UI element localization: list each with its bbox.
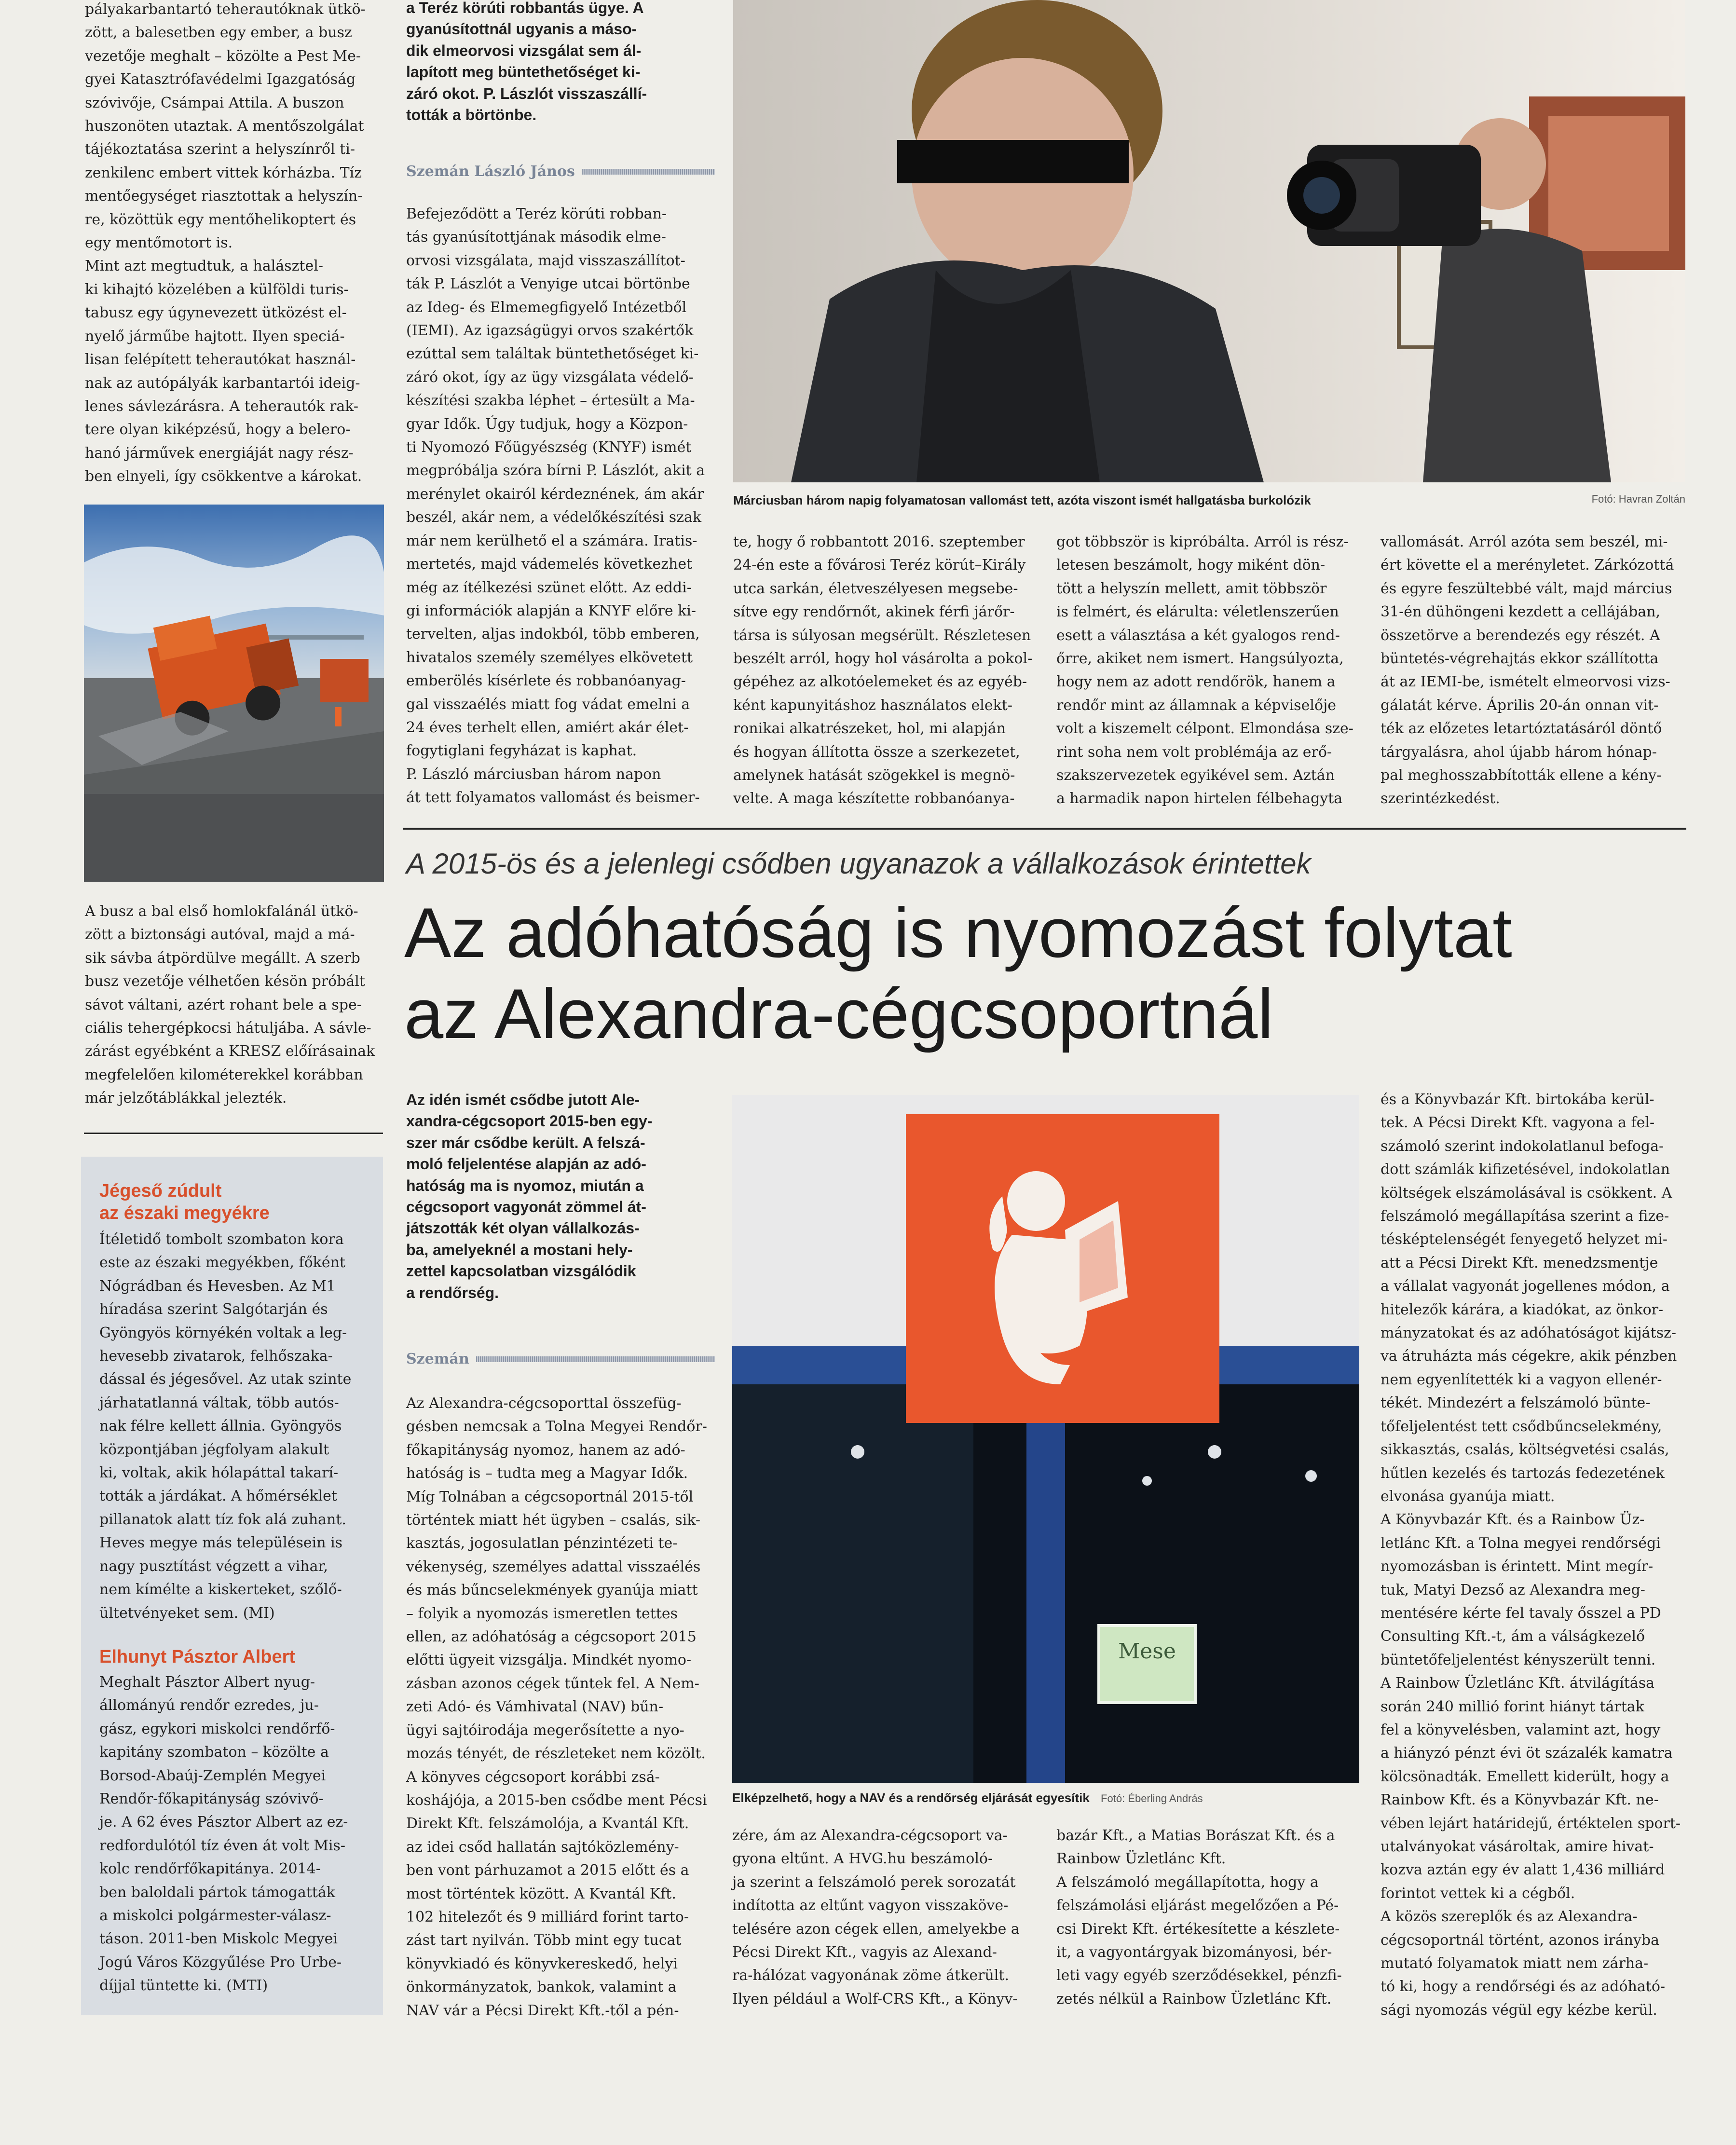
bomb-article-lead: a Teréz körúti robbantás ügye. A gyanúsítottnál ugyanis a máso- dik elmeorvosi vizsgálat sem ál- lapított meg büntethetőséget ki- záró okot. P. Lászlót visszaszállí- tották a börtönbe.	[406, 0, 647, 124]
headline-line-2: az Alexandra-cégcsoportnál	[404, 974, 1273, 1053]
suspect-photo-caption	[733, 493, 1685, 508]
bomb-article-col2: te, hogy ő robbantott 2016. szeptember 24-én este a fővárosi Teréz körút–Király utca sarkán, életveszélyesen megsebe- sítve egy rendőrnőt, akinek férfi járőr- társa is súlyosan megsérült. Részletesen beszélt arról, hogy hol vásárolta a pokol- gépéhez az alkotóelemeket és az egyéb- ként kapunyitáshoz használatos elekt- ronikai alkatrészeket, hol, mi alapján és hogyan állította össze a szerkezetet, amelynek hatását szögekkel is megnö- velte. A maga készítette robbanóanya-	[733, 533, 1033, 807]
suspect-photo	[733, 0, 1685, 482]
tax-article-kicker: A 2015-ös és a jelenlegi csődben ugyanazok a vállalkozások érintettek	[406, 847, 1311, 880]
obituary-brief-text: Meghalt Pásztor Albert nyug- állományú rendőr ezredes, ju- gász, egykori miskolci rendőrfő- kapitány szombaton – közölte a Borsod-Abaúj-Zemplén Megyei Rendőr-főkapitányság szóvivő- je. A 62 éves Pásztor Albert az ez- redfordulótól tíz éven át volt Mis- kolc rendőrfőkapitánya. 2014- ben baloldali pártok támogatták a miskolci polgármester-válasz- táson. 2011-ben Miskolc Megyei Jogú Város Közgyűlése Pro Urbe- díjjal tüntette ki. (MTI)	[99, 1674, 348, 1995]
hail-brief-title: Jégeső zúdult az északi megyékre	[99, 1181, 270, 1223]
caption-text: Elképzelhető, hogy a NAV és a rendőrség eljárását egyesítik	[732, 1790, 1090, 1805]
photo-credit: Fotó: Havran Zoltán	[1591, 493, 1685, 505]
tax-article-headline	[404, 892, 1697, 1054]
bus-photo-caption: A busz a bal első homlokfalánál ütkö- zött a biztonsági autóval, majd a má- sik sávba átpördülve megállt. A szerb busz vezetője vélhetően késön próbált sávot váltani, azért rohant bele a spe- ciális tehergépkocsi hátuljába. A sávle- zárást egyébként a KRESZ előírásainak megfelelően kilométerekkel korábban már jelzőtáblákkal jelezték.	[85, 903, 375, 1107]
left-column-text: pályakarbantartó teherautóknak ütkö- zött, a balesetben egy ember, a busz vezetője meghalt – közölte a Pest Me- gyei Katasztrófavédelmi Igazgatóság szóvivője, Csámpai Attila. A buszon huszonöten utaztak. A mentőszolgálat tájékoztatása szerint a helyszínről ti- zenkilenc embert vittek kórházba. Tíz mentőegységet riasztottak a helyszín- re, közöttük egy mentőhelikoptert és egy mentőmotort is. Mint azt megtudtuk, a halásztel- ki kihajtó közelében a külföldi turis- tabusz egy úgynevezett ütközést el- nyelő járműbe hajtott. Ilyen speciá- lisan felépített teherautókat használ- nak az autópályák karbantartói ideig- lenes sávlezárásra. A teherautók rak- tere olyan kiképzésű, hogy a belero- hanó járművek energiáját nagy rész- ben elnyeli, így csökkentve a károkat.	[85, 1, 366, 485]
tax-article-col4: és a Könyvbazár Kft. birtokába kerül- tek. A Pécsi Direkt Kft. vagyona a fel- számoló szerint indokolatlanul befoga- dott számlák kifizetésével, indokolatlan költségek elszámolásával is csökkent. A felszámoló megállapítása szerint a fize- tésképtelenségét fenyegető helyzet mi- att a Pécsi Direkt Kft. menedzsmentje a vállalat vagyonát jogellenes módon, a hitelezők kárára, a kiadókat, az önkor- mányzatokat és az adóhatóságot kijátsz- va átruházta más cégekre, akik pénzben nem egyenlítették ki a vagyon ellenér- tékét. Mindezért a felszámoló bünte- tőfeljelentést tett csődbűncselekmény, sikkasztás, csalás, költségvetési csalás, hűtlen kezelés és tartozás fedezetének elvonása gyanúja miatt. A Könyvbazár Kft. és a Rainbow Üz- letlánc Kft. a Tolna megyei rendőrségi nyomozásban is érintett. Mint megír- tuk, Matyi Dezső az Alexandra meg- mentésére kérte fel tavaly ősszel a PD Consulting Kft.-t, ám a válságkezelő büntetőfeljelentést kényszerült tenni. A Rainbow Üzletlánc Kft. átvilágítása során 240 millió forint hiányt tártak fel a könyvelésben, valamint azt, hogy a hiányzó pénzt évi öt százalék kamatra kölcsönadták. Emellett kiderült, hogy a Rainbow Kft. és a Könyvbazár Kft. ne- vében lejárt határidejű, értéktelen sport- utalványokat vásároltak, amire hivat- kozva aztán egy év alatt 1,436 milliárd forintot vettek ki a cégből. A közös szereplők és az Alexandra- cégcsoportnál történt, azonos irányba mutató folyamatok miatt nem zárha- tó ki, hogy a rendőrségi és az adóható- sági nyomozás végül egy kézbe kerül.	[1381, 1091, 1681, 2019]
byline-rule	[476, 1356, 715, 1362]
bomb-article-byline	[406, 163, 715, 180]
bomb-article-col3: got többször is kipróbálta. Arról is rész- letesen beszámolt, hogy miként dön- tött a helyszín mellett, amit többször is felmért, és elárulta: véletlenszerűen esett a választása a két gyalogos rend- őrre, akiket nem ismert. Hangsúlyozta, hogy nem az adott rendőrök, hanem a rendőr mint az államnak a képviselője volt a kiszemelt célpont. Elmondása sze- rint soha nem volt problémája az erő- szakszervezetek egyikével sem. Aztán a harmadik napon hirtelen félbehagyta	[1056, 533, 1353, 807]
obituary-brief-title: Elhunyt Pásztor Albert	[99, 1647, 296, 1667]
bomb-article-col1: Befejeződött a Teréz körúti robban- tás gyanúsítottjának második elme- orvosi vizsgálata, majd visszaszállítot- ták P. Lászlót a Venyige utcai börtönbe az Ideg- és Elmemegfigyelő Intézetből (IEMI). Az igazságügyi orvos szakértők ezúttal sem találtak büntethetőséget ki- záró okot, így az ügy vizsgálata védelő- készítési szakba léphet – értesült a Ma- gyar Idők. Úgy tudjuk, hogy a Közpon- ti Nyomozó Főügyészség (KNYF) ismét megpróbálja szóra bírni P. Lászlót, akit a merénylet okairól kérdeznének, ám akár beszél, akár nem, a védelőkészítési szak már nem kerülhető el a számára. Iratis- mertetés, majd vádemelés következhet még az ítélkezési szünet előtt. Az eddi- gi információk alapján a KNYF előre ki- tervelten, aljas indokból, több emberen, hivatalos személy személyes elkövetett emberölés kísérlete és robbanóanyag- gal visszaélés miatt fog vádat emelni a 24 éves terhelt ellen, amiért akár élet- fogytiglani fegyházat is kaphat. P. László márciusban három napon át tett folyamatos vallomást és beismer-	[406, 205, 705, 806]
bomb-article-col4: vallomását. Arról azóta sem beszél, mi- ért követte el a merényletet. Zárkózottá és egyre feszültebbé vált, majd március 31-én dühöngeni kezdett a cellájában, összetörve a berendezés egy részét. A büntetés-végrehajtás ekkor szállította át az IEMI-be, ismételt elmeorvosi vizs- gálatát kérve. Április 20-án onnan vit- ték az előzetes letartóztatásáról döntő tárgyalásra, ahol újabb három hónap- pal meghosszabbították ellene a kény- szerintézkedést.	[1381, 533, 1674, 807]
headline-line-1: Az adóhatóság is nyomozást folytat	[404, 893, 1512, 972]
photo-credit: Fotó: Éberling András	[1101, 1792, 1203, 1804]
caption-text: Márciusban három napig folyamatosan vallomást tett, azóta viszont ismét hallgatásba burkolózik	[733, 493, 1311, 507]
bus-crash-photo	[84, 505, 384, 882]
hail-brief-text: Ítéletidő tombolt szombaton kora este az északi megyékben, főként Nógrádban és Hevesben. Az M1 híradása szerint Salgótarján és Gyöngyös környékén voltak a leg- hevesebb zivatarok, felhőszaka- dással és jégesővel. Az utak szinte járhatatlanná váltak, több autós- nak félre kellett állnia. Gyöngyös központjában jégfolyam alakult ki, voltak, akik hólapáttal takarí- tották a járdákat. A hőmérséklet pillanatok alatt tíz fok alá zuhant. Heves megye más településein is nagy pusztítást végzett a vihar, nem kímélte a kiskerteket, szőlő- ültetvényeket sem. (MI)	[99, 1231, 352, 1622]
section-divider	[403, 828, 1686, 830]
tax-article-lead: Az idén ismét csődbe jutott Ale- xandra-cégcsoport 2015-ben egy- szer már csődbe került. A felszá- moló feljelentése alapján az adó- hatóság ma is nyomoz, miután a cégcsoport vagyonát zömmel át- játszották két olyan vállalkozás- ba, amelyeknél a mostani hely- zettel kapcsolatban vizsgálódik a rendőrség.	[406, 1091, 653, 1301]
tax-article-byline	[406, 1351, 715, 1367]
byline-rule	[582, 169, 715, 175]
tax-article-col3: bazár Kft., a Matias Borászat Kft. és a Rainbow Üzletlánc Kft. A felszámoló megállapította, hogy a felszámolási eljárást megelőzően a Pé- csi Direkt Kft. értékesítette a készlete- it, a vagyontárgyak bizományosi, bér- leti vagy egyéb szerződésekkel, pénzfi- zetés nélkül a Rainbow Üzletlánc Kft.	[1056, 1827, 1342, 2008]
left-column-divider	[84, 1133, 383, 1134]
tax-article-col2: zére, ám az Alexandra-cégcsoport va- gyona eltűnt. A HVG.hu beszámoló- ja szerint a felszámoló perek sorozatát indította az eltűnt vagyon visszaköve- telésére azon cégek ellen, amelyekbe a Pécsi Direkt Kft., vagyis az Alexand- ra-hálózat vagyonának zöme átkerült. Ilyen például a Wolf-CRS Kft., a Könyv-	[732, 1827, 1020, 2008]
byline-name: Szemán László János	[406, 163, 575, 180]
tax-article-col1: Az Alexandra-cégcsoporttal összefüg- gésben nemcsak a Tolna Megyei Rendőr- főkapitányság nyomoz, hanem az adó- hatóság is – tudta meg a Magyar Idők. Míg Tolnában a cégcsoportnál 2015-től történtek miatt hét ügyben – csalás, sik- kasztás, jogosulatlan pénzintézeti te- vékenység, személyes adattal visszaélés és más bűncselekmények gyanúja miatt – folyik a nyomozás ismeretlen tettes ellen, az adóhatóság a cégcsoport 2015 előtti ügyeit vizsgálja. Mindkét nyomo- zásban azonos cégek tűntek fel. A Nem- zeti Adó- és Vámhivatal (NAV) bűn- ügyi sajtóirodája megerősítette a nyo- mozás tényét, de részleteket nem közölt. A könyves cégcsoport korábbi zsá- koshájója, a 2015-ben csődbe ment Pécsi Direkt Kft. felszámolója, a Kvantál Kft. az idei csőd hallatán sajtóközlemény- ben vont párhuzamot a 2015 előtt és a most történtek között. A Kvantál Kft. 102 hitelezőt és 9 milliárd forint tarto- zást tart nyilván. Több mint egy tucat könyvkiadó és könyvkereskedő, helyi önkormányzatok, bankok, valamint a NAV vár a Pécsi Direkt Kft.-től a pén-	[406, 1395, 707, 2019]
bookstore-photo-caption	[732, 1790, 1359, 1805]
store-sign: Mese	[1118, 1639, 1176, 1664]
byline-name: Szemán	[406, 1351, 469, 1367]
bookstore-photo	[732, 1095, 1359, 1783]
